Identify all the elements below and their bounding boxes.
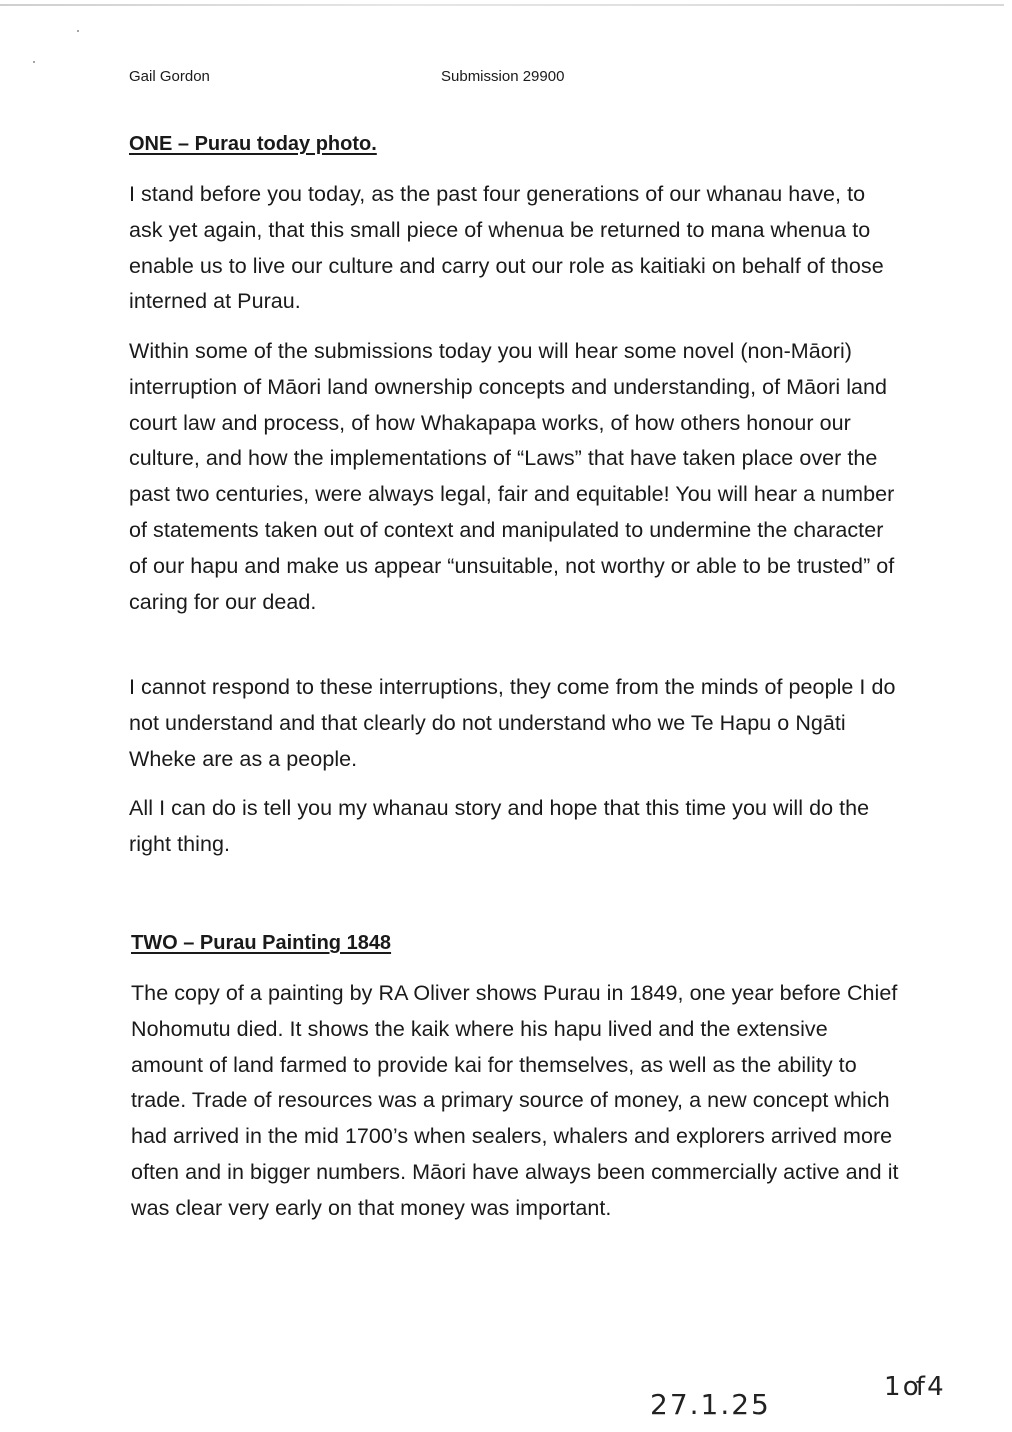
scan-edge — [0, 4, 1004, 6]
scan-speck — [33, 61, 35, 63]
paragraph: All I can do is tell you my whanau story and hope that this time you will do the right thing. — [129, 796, 870, 856]
section-two-heading: TWO – Purau Painting 1848 — [131, 932, 392, 954]
handwritten-page-number: 1 of 4 — [884, 1372, 941, 1402]
section-one-heading: ONE – Purau today photo. — [129, 133, 377, 155]
paragraph: Within some of the submissions today you will hear some novel (non-Māori) interruption of Māori land ownership concepts and understanding, of Māori land court law and process, of how Whakapapa works, of how others honour our culture, and how the implementations of “Laws” that have taken place over the past two centuries, were always legal, fair and equitable! You will hear a number of statements taken out of context and manipulated to undermine the character of our hapu and make us appear “unsuitable, not worthy or able to be trusted” of caring for our dead. — [129, 339, 895, 614]
header-author: Gail Gordon — [129, 68, 210, 85]
paragraph: The copy of a painting by RA Oliver shows Purau in 1849, one year before Chief Nohomutu died. It shows the kaik where his hapu lived and the extensive amount of land farmed to provide kai for themselves, as well as the ability to trade. Trade of resources was a primary source of money, a new concept which had arrived in the mid 1700’s when sealers, whalers and explorers arrived more often and in bigger numbers. Māori have always been commercially active and it was clear very early on that money was important. — [131, 981, 899, 1220]
paragraph: I cannot respond to these interruptions, they come from the minds of people I do not understand and that clearly do not understand who we Te Hapu o Ngāti Wheke are as a people. — [129, 675, 896, 771]
scan-speck — [77, 30, 79, 32]
header-submission-number: Submission 29900 — [441, 68, 565, 85]
paragraph: I stand before you today, as the past four generations of our whanau have, to ask yet again, that this small piece of whenua be returned to mana whenua to enable us to live our culture and carry out our role as kaitiaki on behalf of those interned at Purau. — [129, 182, 884, 314]
handwritten-date: 27.1.25 — [650, 1388, 771, 1421]
